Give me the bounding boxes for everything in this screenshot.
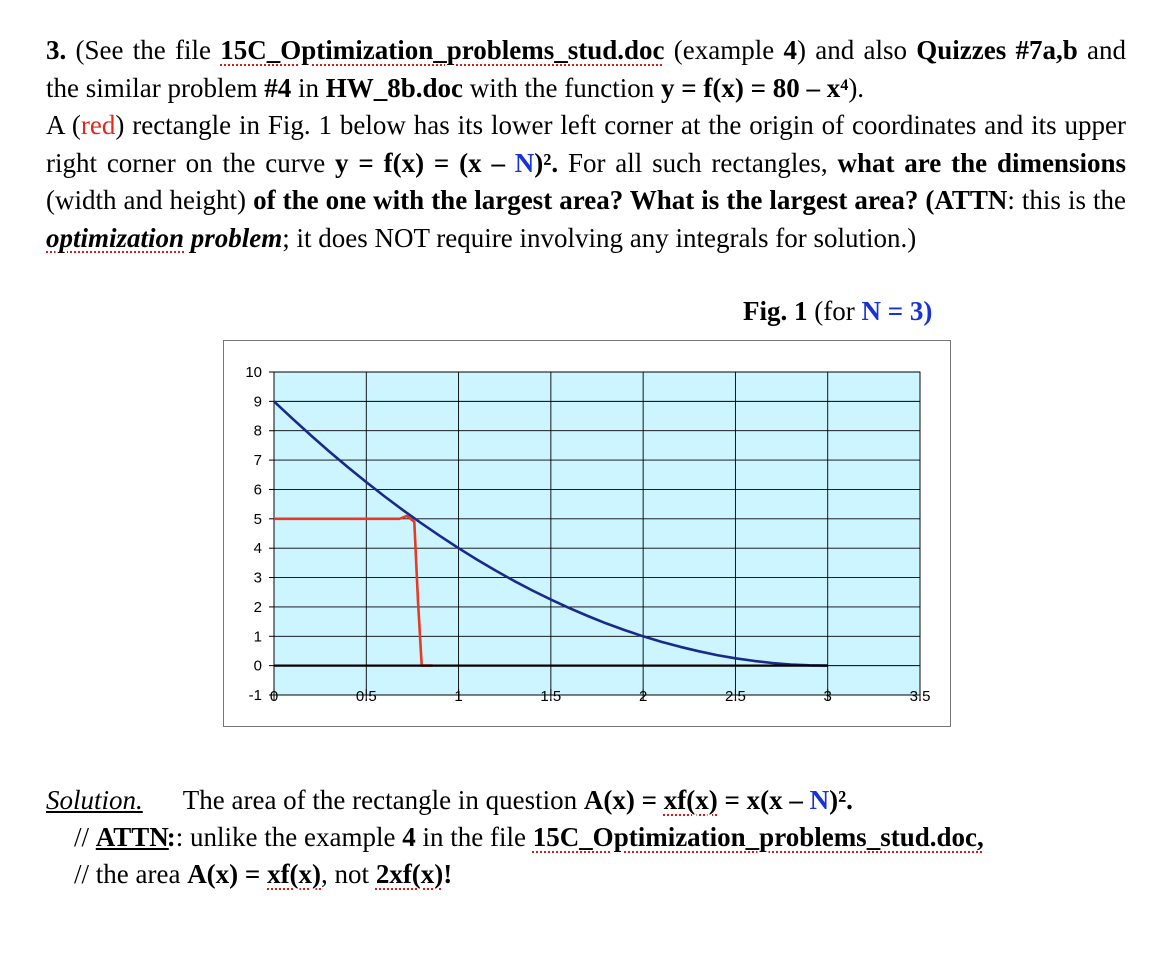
y-tick-label: 10 <box>245 364 262 381</box>
curve-n: N <box>514 147 535 178</box>
y-tick-label: 4 <box>253 540 262 558</box>
y-tick-label: -1 <box>248 687 262 704</box>
x-tick-label: 0 <box>269 688 279 705</box>
figure-caption-value: = 3) <box>880 296 933 326</box>
problem-text: in <box>291 72 326 103</box>
question-bold: of the one with the largest area? What is the largest area? (ATTN <box>253 185 1008 216</box>
x-tick-label: 0.5 <box>355 688 377 705</box>
hw-file-reference: HW_8b.doc <box>325 72 463 103</box>
problem-text: ) rectangle in Fig. 1 below has its lower left corner at the origin of coordinates and its upper right corner on the curve <box>46 110 1126 178</box>
solution <box>46 782 1136 893</box>
function-formula: y = f(x) = 80 – x⁴ <box>660 72 849 103</box>
file-reference: 15C_Optimization_problems_stud.doc, <box>532 822 984 852</box>
area-formula-end: )². <box>829 785 853 815</box>
problem-text: (See the file <box>66 35 221 65</box>
x-tick-label: 2.5 <box>724 688 746 705</box>
solution-text: The area of the rectangle in question <box>182 785 584 815</box>
chart <box>224 341 952 728</box>
problem-text: (width and height) <box>46 185 254 216</box>
area-formula-n: N <box>809 785 830 815</box>
x-tick-label: 3 <box>823 688 832 705</box>
figure-caption-text: (for <box>807 296 862 326</box>
area-formula: A(x) = <box>583 785 664 815</box>
y-tick-label: 1 <box>253 628 262 646</box>
solution-text: // the area <box>74 859 188 889</box>
area-formula-xf: xf(x) <box>267 859 322 889</box>
solution-label: Solution. <box>46 785 143 815</box>
optimization-word: optimization <box>46 222 185 253</box>
problem-number: 3. <box>46 35 67 65</box>
quizzes-reference: Quizzes #7a,b <box>916 35 1078 65</box>
y-tick-label: 5 <box>253 510 262 528</box>
problem-word: problem <box>184 222 283 253</box>
figure-label: Fig. 1 <box>743 296 808 326</box>
problem-text: ). <box>848 72 865 103</box>
x-tick-label: 1 <box>454 688 463 705</box>
exclamation: ! <box>443 859 453 889</box>
area-formula-xf: xf(x) <box>663 785 718 815</box>
solution-line-3 <box>46 856 1136 893</box>
y-tick-label: 3 <box>253 569 262 587</box>
curve-formula: y = f(x) = (x – <box>335 147 515 178</box>
problem-text: : this is the <box>1007 185 1126 216</box>
problem-text: ) and also <box>797 35 917 65</box>
figure-n: N <box>861 296 881 326</box>
example-number: 4 <box>783 35 797 65</box>
area-formula-mid: = x(x – <box>717 785 810 815</box>
problem-text: with the function <box>463 72 661 103</box>
comment-mark: // <box>74 822 96 852</box>
figure-caption <box>743 296 932 327</box>
plot-area <box>274 372 920 695</box>
problem-text: ; it does NOT require involving any integrals for solution.) <box>282 222 917 253</box>
solution-line-2: // ATTN:: unlike the example 4 in the file 15C_Optimization_problems_stud.doc, <box>74 822 984 852</box>
question-bold: what are the dimensions <box>837 147 1126 178</box>
x-tick-label: 1.5 <box>540 688 562 705</box>
solution-text: in the file <box>415 822 533 852</box>
y-tick-label: 2 <box>253 598 262 616</box>
y-tick-label: 0 <box>253 657 262 675</box>
red-word: red <box>80 110 116 141</box>
y-tick-label: 7 <box>253 452 262 470</box>
y-tick-label: 9 <box>253 393 262 411</box>
problem-statement <box>46 32 1126 258</box>
file-reference: 15C_Optimization_problems_stud.doc <box>220 35 665 65</box>
example-number: 4 <box>402 822 416 852</box>
curve-formula-end: )². <box>534 147 559 178</box>
hw-problem-number: #4 <box>264 72 292 103</box>
solution-text: : unlike the example <box>175 822 403 852</box>
y-tick-label: 6 <box>253 481 262 499</box>
solution-text: , not <box>321 859 376 889</box>
problem-text: A ( <box>46 110 81 141</box>
problem-text: For all such rectangles, <box>558 147 838 178</box>
chart-frame <box>223 340 951 727</box>
attn-label: ATTN <box>95 822 169 852</box>
wrong-formula: 2xf(x) <box>375 859 444 889</box>
problem-text: and the similar problem <box>46 35 1127 103</box>
x-tick-label: 2 <box>638 688 648 705</box>
area-formula: A(x) = <box>187 859 268 889</box>
x-tick-label: 3.5 <box>909 688 931 705</box>
y-tick-label: 8 <box>253 422 262 440</box>
solution-line-1 <box>46 782 1136 819</box>
problem-text: (example <box>664 35 784 65</box>
